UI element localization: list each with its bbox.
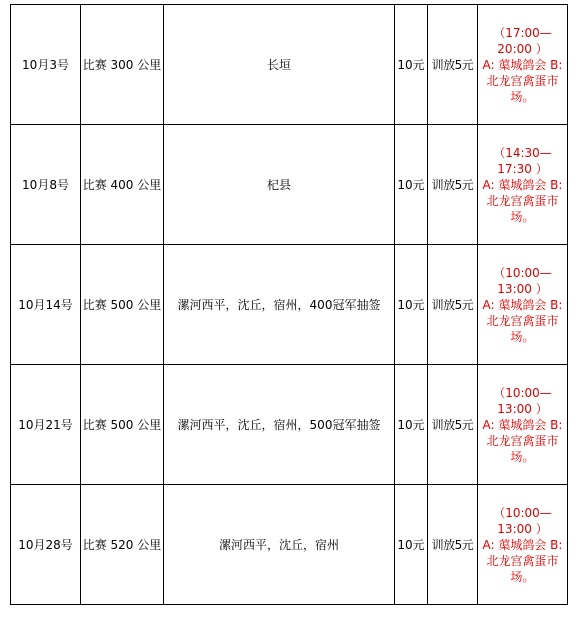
- basketing-location-line-1: A: 蕖城鸽会 B:: [482, 57, 563, 72]
- basketing-time-end: 20:00 ）: [497, 41, 548, 56]
- basketing-location-line-2: 北龙宫禽蛋市: [486, 553, 559, 568]
- table-row: [11, 485, 568, 605]
- basketing-time-end: 13:00 ）: [497, 401, 548, 416]
- entry-fee-cell: 10元: [395, 485, 428, 605]
- entry-fee-cell: 10元: [395, 5, 428, 125]
- basketing-location-line-2: 北龙宫禽蛋市: [486, 193, 559, 208]
- race-distance-cell: 比赛 300 公里: [81, 5, 164, 125]
- release-location-cell: 杞县: [164, 125, 395, 245]
- race-date-cell: 10月21号: [11, 365, 81, 485]
- table-row: [11, 245, 568, 365]
- basketing-location-line-3: 场。: [510, 449, 535, 464]
- basketing-time-start: （10:00—: [493, 385, 552, 400]
- basketing-time-end: 17:30 ）: [497, 161, 548, 176]
- entry-fee-cell: 10元: [395, 365, 428, 485]
- basketing-time-cell: [478, 125, 568, 245]
- basketing-location-line-1: A: 蕖城鸽会 B:: [482, 297, 563, 312]
- race-schedule-sheet: [4, 4, 572, 605]
- race-date-cell: 10月28号: [11, 485, 81, 605]
- basketing-time-cell: [478, 245, 568, 365]
- table-row: [11, 5, 568, 125]
- training-fee-cell: 训放5元: [428, 5, 478, 125]
- basketing-location-line-1: A: 蕖城鸽会 B:: [482, 177, 563, 192]
- training-fee-cell: 训放5元: [428, 245, 478, 365]
- release-location-cell: 长垣: [164, 5, 395, 125]
- basketing-time-start: （10:00—: [493, 505, 552, 520]
- race-date-cell: 10月14号: [11, 245, 81, 365]
- table-row: [11, 125, 568, 245]
- basketing-location-line-3: 场。: [510, 89, 535, 104]
- basketing-time-end: 13:00 ）: [497, 521, 548, 536]
- table-row: [11, 365, 568, 485]
- race-distance-cell: 比赛 500 公里: [81, 365, 164, 485]
- entry-fee-cell: 10元: [395, 245, 428, 365]
- basketing-time-start: （14:30—: [493, 145, 552, 160]
- basketing-location-line-3: 场。: [510, 209, 535, 224]
- basketing-location-line-3: 场。: [510, 329, 535, 344]
- race-distance-cell: 比赛 500 公里: [81, 245, 164, 365]
- basketing-time-start: （17:00—: [493, 25, 552, 40]
- basketing-time-end: 13:00 ）: [497, 281, 548, 296]
- race-date-cell: 10月8号: [11, 125, 81, 245]
- release-location-cell: 漯河西平，沈丘，宿州: [164, 485, 395, 605]
- basketing-time-start: （10:00—: [493, 265, 552, 280]
- basketing-location-line-2: 北龙宫禽蛋市: [486, 73, 559, 88]
- release-location-cell: 漯河西平，沈丘，宿州，400冠军抽签: [164, 245, 395, 365]
- training-fee-cell: 训放5元: [428, 125, 478, 245]
- training-fee-cell: 训放5元: [428, 365, 478, 485]
- race-distance-cell: 比赛 520 公里: [81, 485, 164, 605]
- basketing-time-cell: [478, 365, 568, 485]
- basketing-location-line-1: A: 蕖城鸽会 B:: [482, 417, 563, 432]
- release-location-cell: 漯河西平，沈丘，宿州，500冠军抽签: [164, 365, 395, 485]
- basketing-time-cell: [478, 5, 568, 125]
- basketing-location-line-2: 北龙宫禽蛋市: [486, 433, 559, 448]
- basketing-time-cell: [478, 485, 568, 605]
- entry-fee-cell: 10元: [395, 125, 428, 245]
- training-fee-cell: 训放5元: [428, 485, 478, 605]
- basketing-location-line-3: 场。: [510, 569, 535, 584]
- race-schedule-table: [10, 4, 568, 605]
- race-date-cell: 10月3号: [11, 5, 81, 125]
- race-distance-cell: 比赛 400 公里: [81, 125, 164, 245]
- basketing-location-line-1: A: 蕖城鸽会 B:: [482, 537, 563, 552]
- basketing-location-line-2: 北龙宫禽蛋市: [486, 313, 559, 328]
